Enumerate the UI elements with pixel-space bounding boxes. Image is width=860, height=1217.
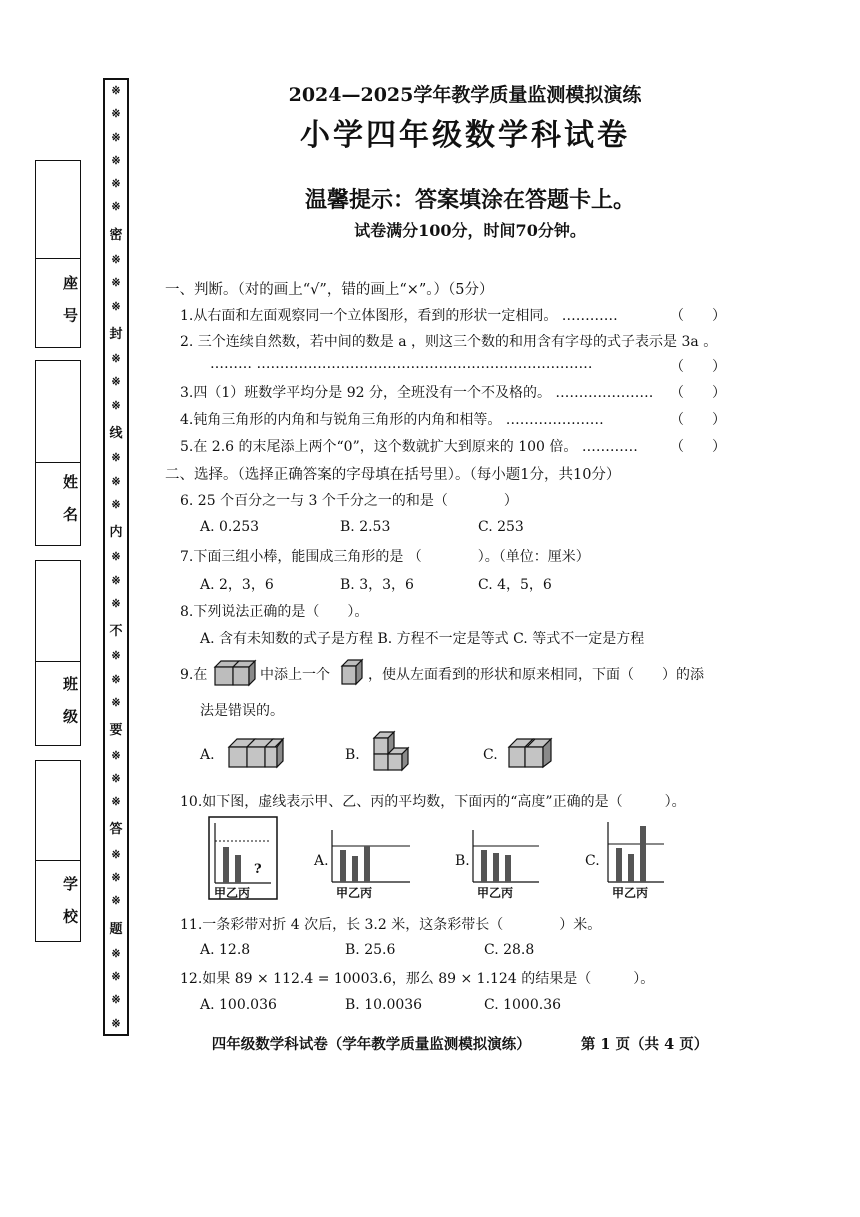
- q11-option-a: A. 12.8: [200, 942, 251, 958]
- page-footer: [0, 1033, 860, 1054]
- q12: 12.如果 89 × 112.4 = 10003.6，那么 89 × 1.124 的结果是（ ）。: [180, 971, 655, 987]
- q8-options: A. 含有未知数的式子是方程 B. 方程不一定是等式 C. 等式不一定是方程: [200, 631, 645, 647]
- seal-star-icon: ※: [111, 596, 121, 610]
- q4: 4.钝角三角形的内角和与锐角三角形的内角和相等。 …………………: [180, 412, 604, 428]
- q3: 3.四（1）班数学平均分是 92 分，全班没有一个不及格的。 …………………: [180, 385, 654, 401]
- q7-option-a: A. 2，3，6: [200, 577, 274, 593]
- q8: 8.下列说法正确的是（ ）。: [180, 604, 369, 620]
- seal-star-icon: ※: [111, 375, 121, 389]
- q11-option-b: B. 25.6: [345, 942, 396, 958]
- q10-given-axis-label: 甲乙丙: [214, 886, 251, 900]
- q9-option-a: A.: [200, 747, 215, 763]
- seal-char: 题: [109, 921, 123, 937]
- q6-option-a: A. 0.253: [200, 519, 260, 535]
- q9-option-b-figure-icon: [368, 730, 414, 774]
- seal-star-icon: ※: [111, 1016, 121, 1030]
- seal-star-icon: ※: [111, 970, 121, 984]
- q6-option-b: B. 2.53: [340, 519, 391, 535]
- q6: 6. 25 个百分之一与 3 个千分之一的和是（ ）: [180, 493, 518, 509]
- seal-star-icon: ※: [111, 177, 121, 191]
- q9-end: 法是错误的。: [200, 703, 284, 719]
- seal-star-icon: ※: [111, 748, 121, 762]
- q9-option-b: B.: [345, 747, 360, 763]
- q10: 10.如下图，虚线表示甲、乙、丙的平均数，下面丙的“高度”正确的是（ ）。: [180, 794, 686, 810]
- q10-option-b-axis: 甲乙丙: [477, 886, 514, 900]
- q5: 5.在 2.6 的末尾添上两个“0”，这个数就扩大到原来的 100 倍。 …………: [180, 439, 638, 455]
- seal-star-icon: ※: [111, 276, 121, 290]
- q12-option-a: A. 100.036: [200, 997, 277, 1013]
- q11: 11.一条彩带对折 4 次后，长 3.2 米，这条彩带长（ ）米。: [180, 917, 602, 933]
- seal-char: 要: [109, 723, 123, 739]
- seal-star-icon: ※: [111, 130, 121, 144]
- q11-option-c: C. 28.8: [484, 942, 535, 958]
- q9-middle: 中添上一个: [260, 667, 330, 683]
- score-time: 试卷满分100分，时间70分钟。: [354, 221, 586, 240]
- q5-answer[interactable]: （ ）: [670, 439, 726, 455]
- q6-option-c: C. 253: [478, 519, 524, 535]
- class-label: 班 级: [61, 676, 79, 730]
- q10-option-b-chart: [471, 828, 541, 884]
- q9-base-figure-icon: [213, 657, 257, 687]
- seal-star-icon: ※: [111, 871, 121, 884]
- q10-option-c-axis: 甲乙丙: [612, 886, 649, 900]
- q10-option-a-axis: 甲乙丙: [336, 886, 373, 900]
- q9-prefix: 9.在: [180, 667, 208, 683]
- q9-option-a-figure-icon: [225, 735, 287, 771]
- q10-option-a-chart: [330, 828, 412, 884]
- seal-char: 密: [109, 227, 123, 243]
- q12-option-b: B. 10.0036: [345, 997, 423, 1013]
- box-divider: [35, 860, 81, 861]
- seal-star-icon: ※: [111, 200, 121, 214]
- page-number: 第 1 页（共 4 页）: [580, 1036, 709, 1053]
- q7: 7.下面三组小棒，能围成三角形的是 （ ）。（单位：厘米）: [180, 549, 590, 565]
- q1-answer[interactable]: （ ）: [670, 308, 726, 324]
- section2-title: 二、选择。（选择正确答案的字母填在括号里）。（每小题1分，共10分）: [165, 467, 621, 483]
- q10-option-c-chart: [606, 820, 666, 884]
- q4-answer[interactable]: （ ）: [670, 412, 726, 428]
- q7-option-b: B. 3，3，6: [340, 577, 414, 593]
- seal-star-icon: ※: [111, 153, 121, 167]
- box-divider: [35, 462, 81, 463]
- seal-star-icon: ※: [111, 847, 121, 861]
- seal-star-icon: ※: [111, 352, 121, 366]
- seal-char: 答: [109, 822, 123, 838]
- seal-char: 封: [109, 326, 123, 342]
- seal-star-icon: ※: [111, 696, 121, 710]
- seal-star-icon: ※: [111, 771, 121, 785]
- seal-star-icon: ※: [111, 573, 121, 587]
- box-divider: [35, 258, 81, 259]
- seal-star-icon: ※: [111, 497, 121, 511]
- seal-star-icon: ※: [111, 299, 121, 313]
- seal-star-icon: ※: [111, 993, 121, 1007]
- seal-star-icon: ※: [111, 474, 121, 488]
- q10-option-b: B.: [455, 853, 470, 869]
- tip: 温馨提示：答案填涂在答题卡上。: [304, 187, 635, 213]
- q10-unknown-mark: ?: [254, 862, 262, 877]
- seal-star-icon: ※: [111, 451, 121, 465]
- section1-title: 一、判断。（对的画上“√”，错的画上“×”。）（5分）: [165, 282, 494, 298]
- name-label: 姓 名: [61, 474, 79, 528]
- school-label: 学 校: [61, 876, 79, 930]
- q10-option-a: A.: [314, 853, 329, 869]
- seat-number-label: 座 号: [61, 275, 79, 329]
- seal-star-icon: ※: [111, 398, 121, 412]
- seal-char: 内: [109, 525, 123, 541]
- q9-option-c: C.: [483, 747, 498, 763]
- q2-answer[interactable]: （ ）: [670, 359, 726, 375]
- q2: 2. 三个连续自然数，若中间的数是 a ，则这三个数的和用含有字母的式子表示是 3a 。: [180, 334, 718, 350]
- seal-star-icon: ※: [111, 795, 121, 809]
- q9-cube-icon: [340, 657, 364, 687]
- q9-option-c-figure-icon: [505, 735, 555, 771]
- q7-option-c: C. 4，5，6: [478, 577, 552, 593]
- q2-dots: ……… ………………………………………………………………: [210, 356, 593, 372]
- seal-star-icon: ※: [111, 84, 121, 97]
- seal-char: 不: [109, 624, 123, 640]
- footer-title: 四年级数学科试卷（学年教学质量监测模拟演练）: [211, 1036, 531, 1053]
- seal-char: 线: [109, 425, 123, 441]
- box-divider: [35, 661, 81, 662]
- exam-year-title: 2024—2025学年教学质量监测模拟演练: [288, 84, 642, 106]
- seal-star-icon: ※: [111, 946, 121, 960]
- q9-suffix: ，使从左面看到的形状和原来相同，下面（ ）的添: [368, 667, 704, 683]
- q10-option-c: C.: [585, 853, 600, 869]
- seal-star-icon: ※: [111, 894, 121, 908]
- seal-star-icon: ※: [111, 252, 121, 266]
- seal-star-icon: ※: [111, 649, 121, 663]
- q1: 1.从右面和左面观察同一个立体图形，看到的形状一定相同。 …………: [180, 308, 618, 324]
- seal-star-icon: ※: [111, 672, 121, 686]
- q12-option-c: C. 1000.36: [484, 997, 562, 1013]
- seal-star-icon: ※: [111, 550, 121, 564]
- exam-title: 小学四年级数学科试卷: [300, 118, 630, 153]
- seal-star-icon: ※: [111, 107, 121, 121]
- q3-answer[interactable]: （ ）: [670, 385, 726, 401]
